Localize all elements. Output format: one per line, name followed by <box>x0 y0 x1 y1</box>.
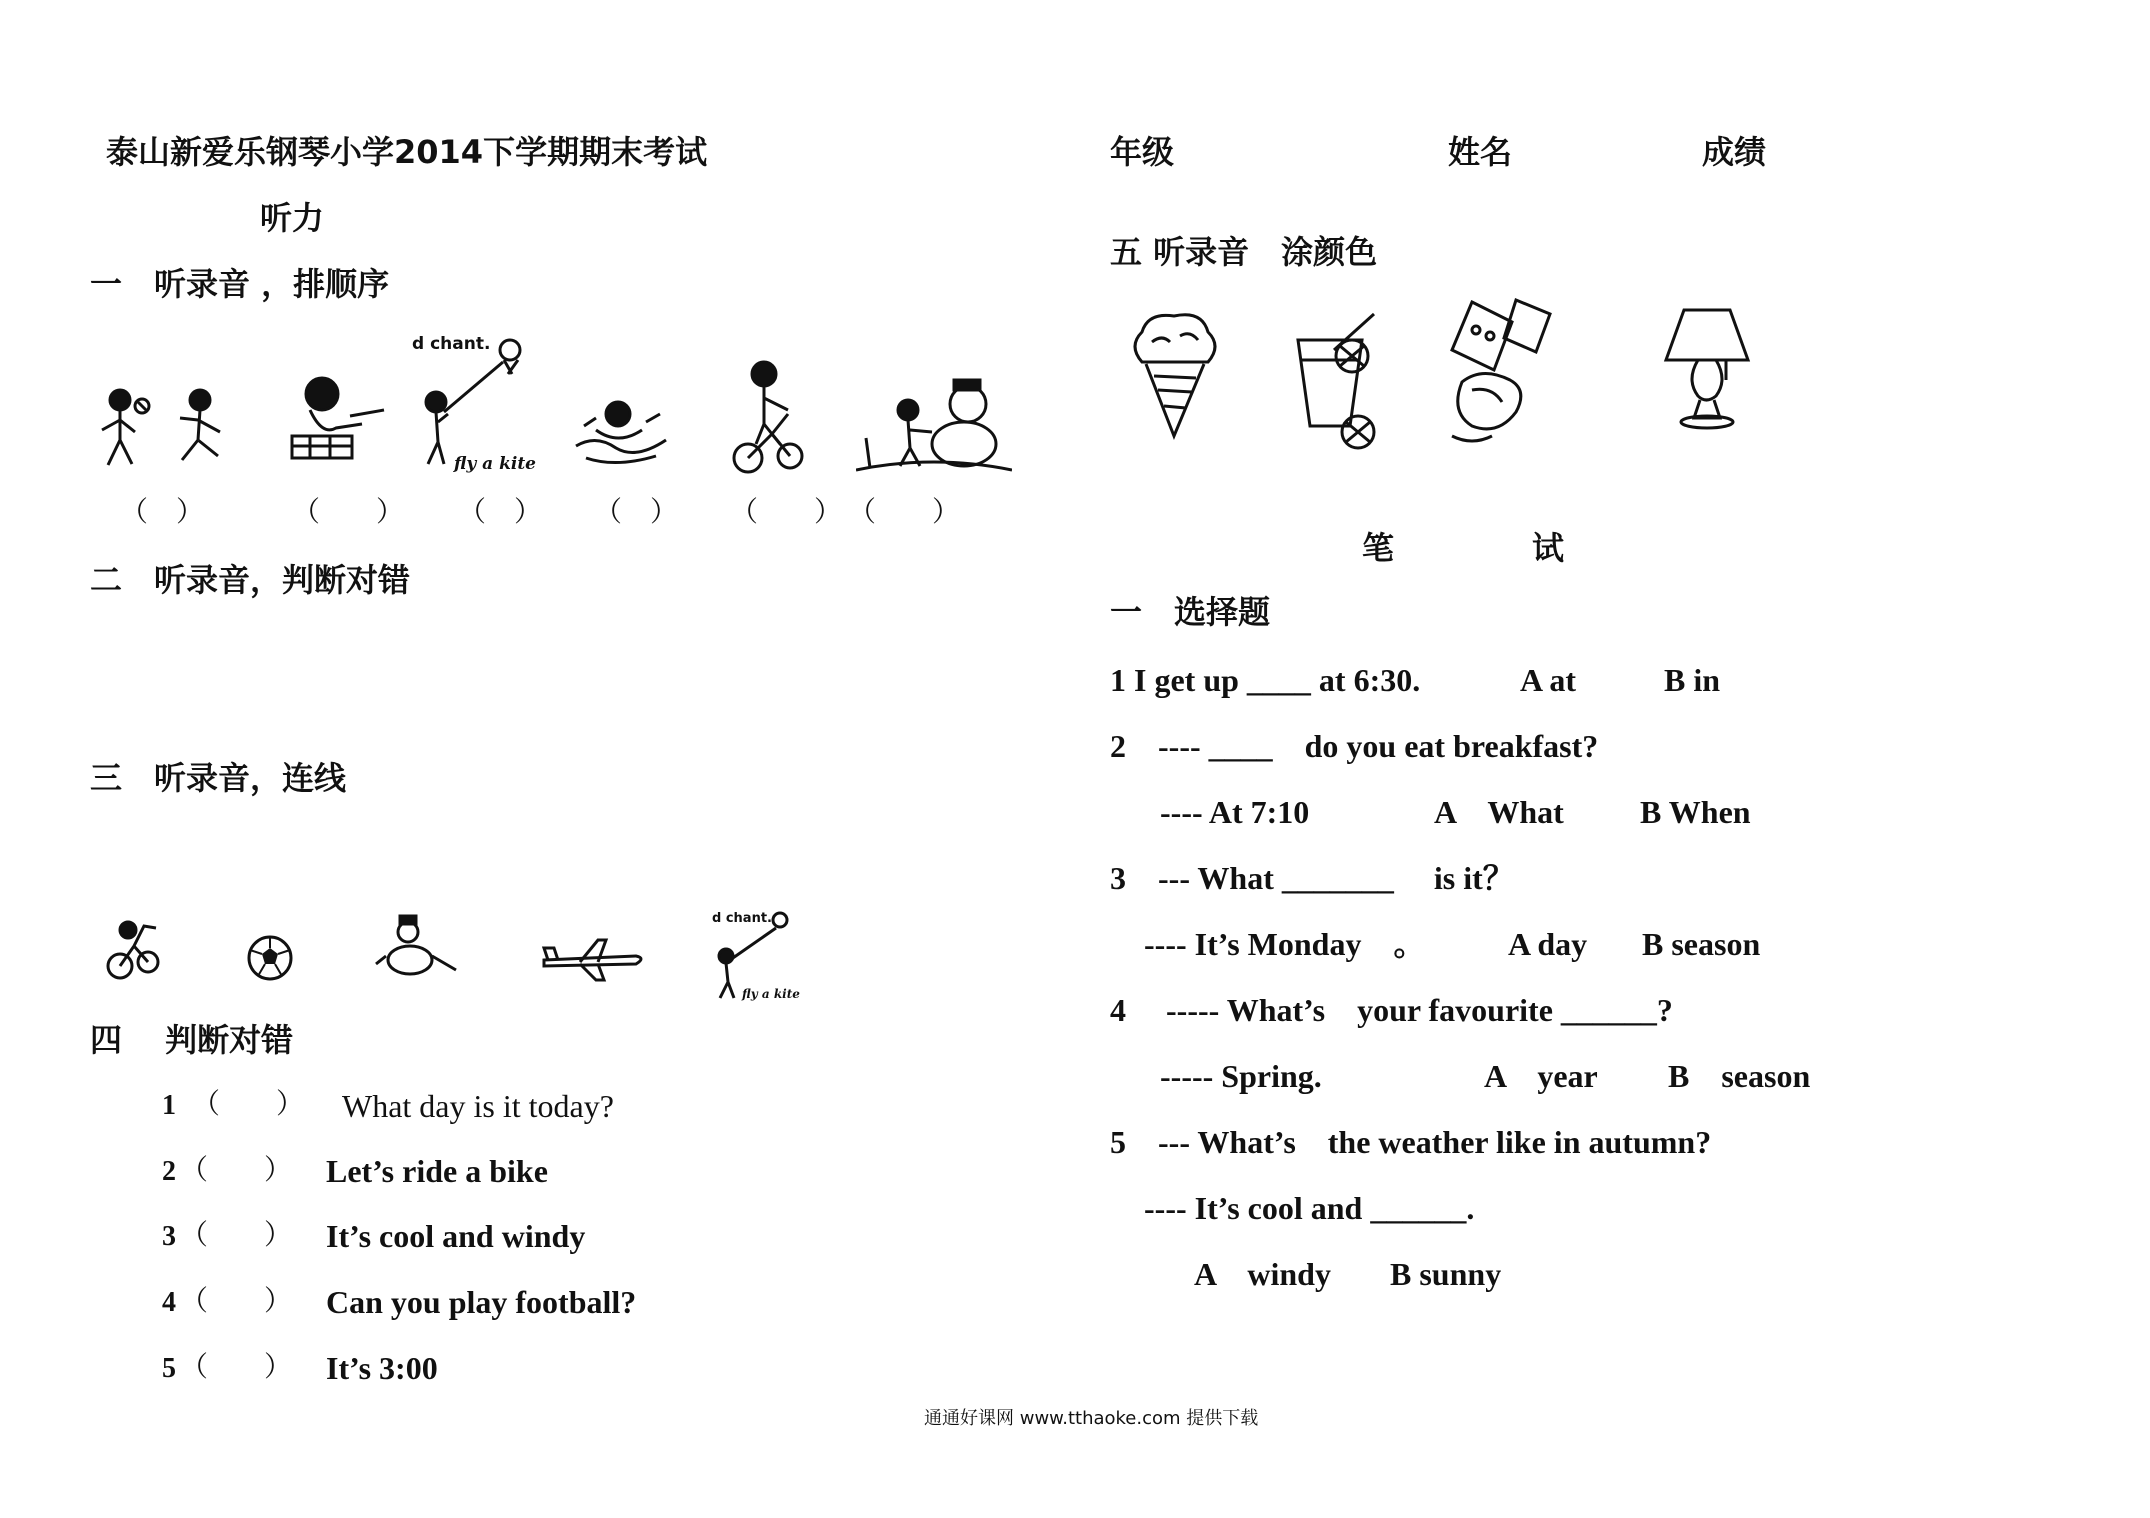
written-test-heading-right: 试 <box>1532 529 1565 567</box>
lamp-picture <box>1656 304 1758 442</box>
footer-credit: 通通好课网 www.tthaoke.com 提供下载 <box>924 1408 1259 1429</box>
kite-and-fish-picture <box>1432 286 1562 452</box>
juice-glass-picture <box>1276 310 1396 452</box>
question-line: ---- It’s Monday 。 <box>1144 926 1426 962</box>
option-a: A year <box>1484 1058 1598 1094</box>
child-swimming-picture <box>566 388 676 478</box>
snowman-picture <box>372 910 464 982</box>
option-a: A at <box>1520 662 1576 698</box>
option-a: A day <box>1508 926 1588 962</box>
question-line: ---- It’s cool and ______. <box>1144 1190 1475 1226</box>
option-b: B season <box>1668 1058 1811 1094</box>
chant-caption: d chant. <box>412 334 491 354</box>
name-label: 姓名 <box>1448 133 1513 171</box>
section1-title: 一 听录音 ，排顺序 <box>90 265 390 303</box>
fly-a-kite-caption: fly a kite <box>454 454 536 474</box>
ice-cream-picture <box>1122 306 1228 446</box>
judge-answer-bracket[interactable]: （ ） <box>192 1087 305 1120</box>
section3-title: 三 听录音，连线 <box>90 759 347 797</box>
option-b: B season <box>1642 926 1761 962</box>
written-section1-title: 一 选择题 <box>1110 593 1271 631</box>
judge-answer-bracket[interactable]: （ ） <box>180 1218 293 1251</box>
question-line: 5 --- What’s the weather like in autumn? <box>1110 1124 1712 1160</box>
judge-answer-bracket[interactable]: （ ） <box>180 1284 293 1317</box>
option-a: A What <box>1434 794 1564 830</box>
question-line: 3 --- What _______ is it？ <box>1110 860 1515 896</box>
listening-heading: 听力 <box>260 199 325 237</box>
option-b: B sunny <box>1390 1256 1502 1292</box>
option-b: B in <box>1664 662 1721 698</box>
children-making-snowman-picture <box>856 370 1012 476</box>
judge-item-number: 1 <box>162 1090 176 1121</box>
child-riding-bike-picture <box>728 354 808 478</box>
bike-picture <box>104 916 164 982</box>
question-line: ---- At 7:10 <box>1160 794 1310 830</box>
answer-bracket[interactable]: （ ） <box>292 495 405 528</box>
option-b: B When <box>1640 794 1751 830</box>
written-test-heading-left: 笔 <box>1362 529 1395 567</box>
airplane-picture <box>540 934 648 982</box>
answer-bracket[interactable]: （ ） <box>458 495 543 528</box>
fly-a-kite-picture <box>408 332 538 472</box>
judge-item-number: 5 <box>162 1353 176 1384</box>
answer-bracket[interactable]: （ ） <box>120 495 205 528</box>
judge-item-text: It’s 3:00 <box>326 1350 438 1386</box>
judge-item-number: 2 <box>162 1156 176 1187</box>
score-label: 成绩 <box>1702 133 1767 171</box>
football-picture <box>246 934 294 982</box>
question-line: 4 ----- What’s your favourite ______? <box>1110 992 1673 1028</box>
judge-item-number: 4 <box>162 1287 176 1318</box>
option-a: A windy <box>1194 1256 1331 1292</box>
section5-title: 五 听录音 涂颜色 <box>1110 233 1378 271</box>
child-playing-chess-picture <box>280 366 390 478</box>
judge-item-number: 3 <box>162 1221 176 1252</box>
judge-item-text: What day is it today? <box>342 1088 614 1124</box>
grade-label: 年级 <box>1110 133 1175 171</box>
exam-title: 泰山新爱乐钢琴小学2014下学期期末考试 <box>106 133 708 171</box>
judge-item-text: It’s cool and windy <box>326 1218 586 1254</box>
judge-answer-bracket[interactable]: （ ） <box>180 1350 293 1383</box>
judge-item-text: Can you play football? <box>326 1284 637 1320</box>
question-line: 2 ---- ____ do you eat breakfast? <box>1110 728 1599 764</box>
section4-title: 四 判断对错 <box>90 1021 294 1059</box>
judge-answer-bracket[interactable]: （ ） <box>180 1153 293 1186</box>
children-playing-football-picture <box>90 360 240 478</box>
answer-bracket[interactable]: （ ） <box>848 495 961 528</box>
judge-item-text: Let’s ride a bike <box>326 1153 548 1189</box>
section2-title: 二 听录音，判断对错 <box>90 561 411 599</box>
fly-a-kite-caption: fly a kite <box>742 987 800 1001</box>
answer-bracket[interactable]: （ ） <box>730 495 843 528</box>
chant-caption: d chant. <box>712 911 772 926</box>
question-line: 1 I get up ____ at 6:30. <box>1110 662 1421 698</box>
question-line: ----- Spring. <box>1160 1058 1322 1094</box>
answer-bracket[interactable]: （ ） <box>594 495 679 528</box>
